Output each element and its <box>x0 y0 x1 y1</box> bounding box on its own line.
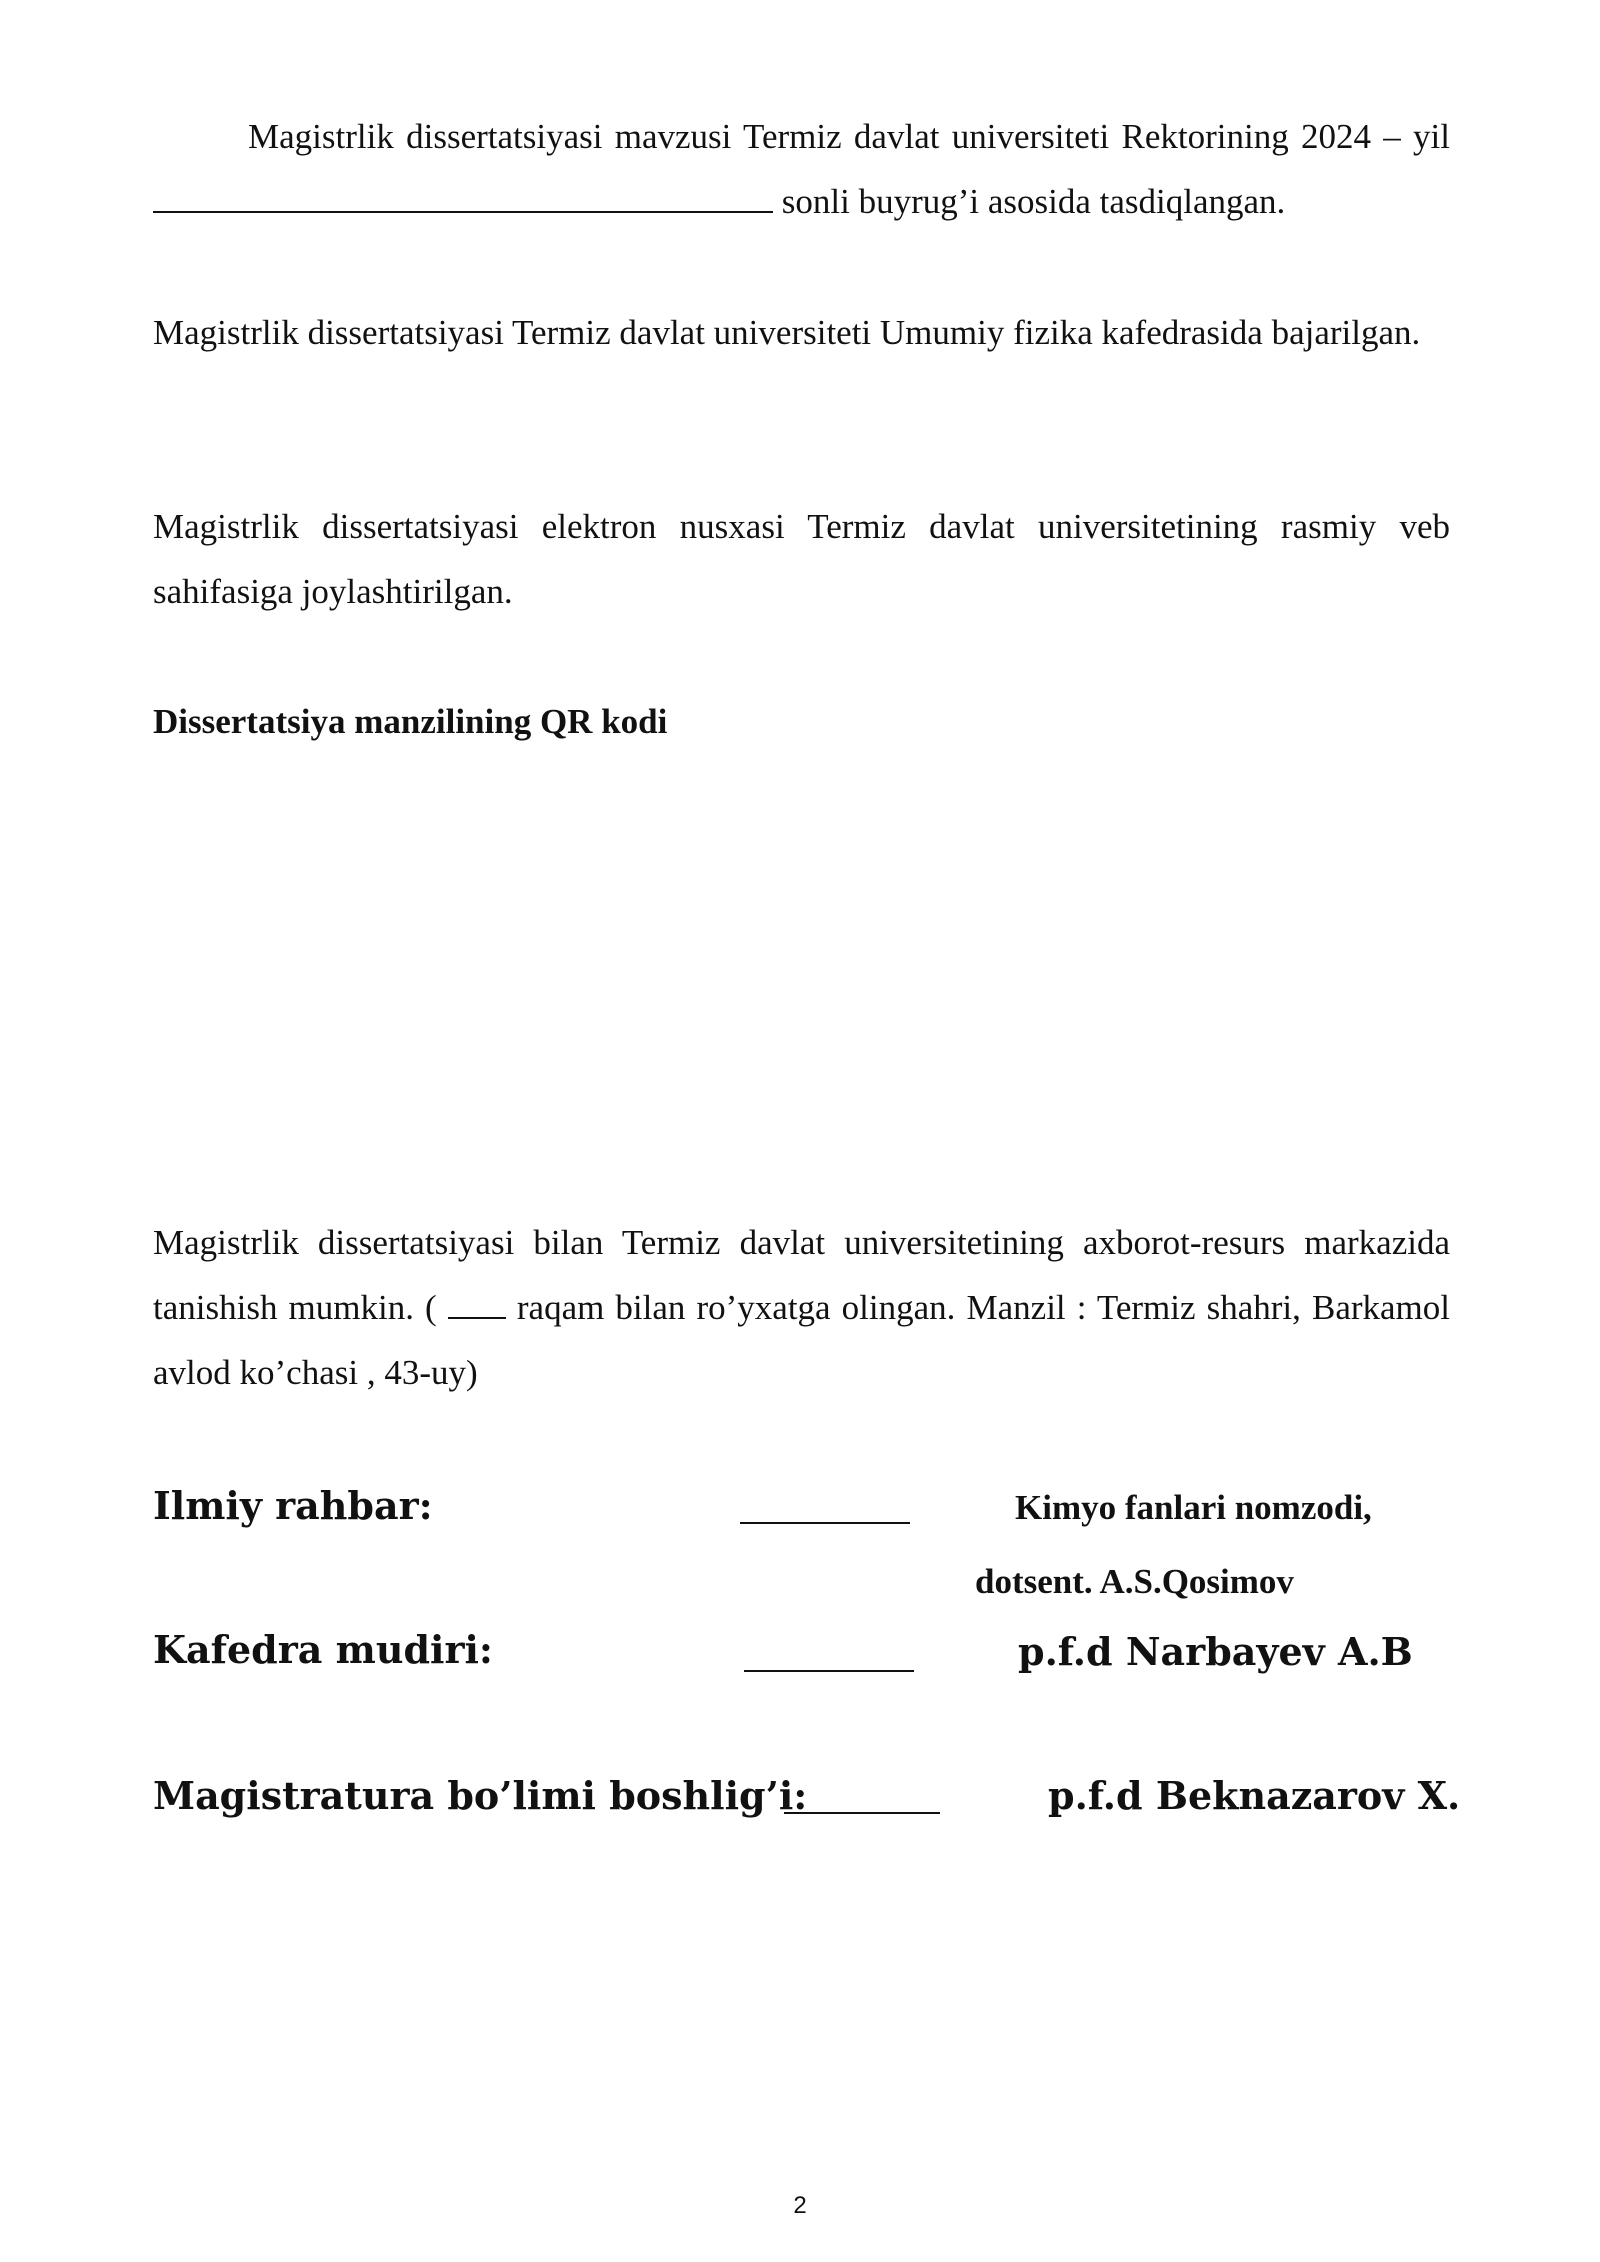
approval-text-end: sonli buyrug’i asosida tasdiqlangan. <box>773 182 1286 221</box>
masters-head-name: p.f.d Beknazarov X. <box>1048 1773 1461 1818</box>
approval-text-start: Magistrlik dissertatsiyasi mavzusi Termiz davlat universiteti Rektorining 2024 – yil <box>248 117 1450 156</box>
resource-text-end: raqam bilan ro’yxatga olingan. Manzil : Termiz shahri, Barkamol avlod ko’chasi , 43-uy) <box>153 1288 1450 1392</box>
resource-text-start: Magistrlik dissertatsiyasi bilan Termiz davlat universitetining axborot-resurs markazida tanishish mumkin. ( <box>153 1223 1450 1327</box>
page-number: 2 <box>793 2192 807 2219</box>
masters-head-signature-line <box>784 1812 940 1814</box>
masters-head-label: Magistratura bo’limi boshlig’i: <box>153 1773 808 1818</box>
supervisor-name: dotsent. A.S.Qosimov <box>975 1562 1294 1601</box>
supervisor-label: Ilmiy rahbar: <box>153 1483 433 1528</box>
supervisor-signature-line <box>740 1522 910 1524</box>
registration-number-blank <box>448 1287 506 1319</box>
department-paragraph: Magistrlik dissertatsiyasi Termiz davlat universiteti Umumiy fizika kafedrasida bajarilgan. <box>153 313 1421 352</box>
qr-code-heading: Dissertatsiya manzilining QR kodi <box>153 702 668 741</box>
order-number-blank <box>153 181 773 213</box>
electronic-copy-paragraph: Magistrlik dissertatsiyasi elektron nusxasi Termiz davlat universitetining rasmiy veb sahifasiga joylashtirilgan. <box>153 507 1450 611</box>
approval-paragraph <box>153 104 1450 234</box>
department-head-signature-line <box>744 1670 914 1672</box>
qr-code-placeholder <box>153 760 553 1140</box>
department-head-label: Kafedra mudiri: <box>153 1627 493 1672</box>
department-head-name: p.f.d Narbayev A.B <box>1018 1629 1413 1674</box>
resource-center-paragraph <box>153 1210 1450 1405</box>
supervisor-title: Kimyo fanlari nomzodi, <box>1015 1488 1372 1527</box>
